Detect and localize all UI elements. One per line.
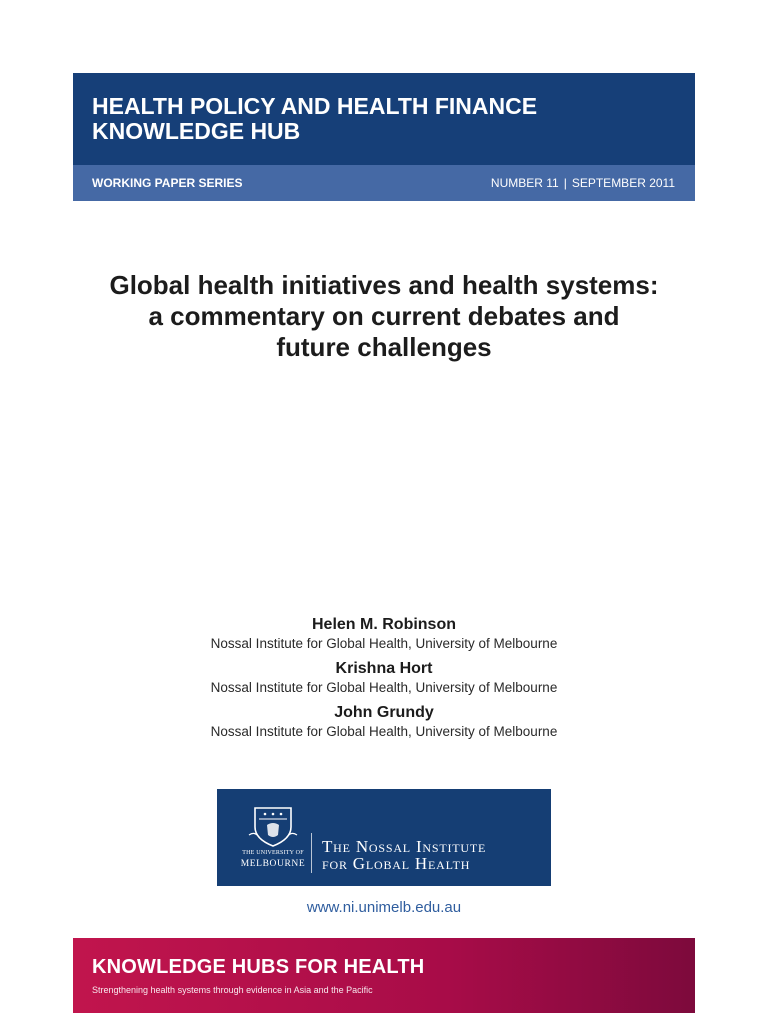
author-name: Helen M. Robinson — [312, 616, 456, 633]
university-small-text: THE UNIVERSITY OF — [242, 850, 304, 856]
header-band — [73, 73, 695, 165]
paper-title-line-1: Global health initiatives and health systems: — [109, 270, 659, 300]
author-affiliation: Nossal Institute for Global Health, University of Melbourne — [210, 636, 558, 651]
university-name: MELBOURNE — [240, 859, 306, 869]
series-bar — [73, 165, 695, 201]
hub-title-line-1: HEALTH POLICY AND HEALTH FINANCE — [92, 93, 538, 119]
footer-subtitle: Strengthening health systems through evidence in Asia and the Pacific — [92, 985, 373, 995]
issue-number: NUMBER 11 — [490, 176, 559, 190]
author-affiliation: Nossal Institute for Global Health, University of Melbourne — [210, 724, 558, 739]
author-name: John Grundy — [334, 704, 434, 721]
issue-separator: | — [563, 176, 567, 190]
issue-date: SEPTEMBER 2011 — [571, 176, 675, 190]
website-link[interactable]: www.ni.unimelb.edu.au — [306, 899, 462, 916]
author-name: Krishna Hort — [335, 660, 433, 677]
author-entry — [100, 703, 668, 741]
author-entry — [100, 615, 668, 653]
author-affiliation: Nossal Institute for Global Health, University of Melbourne — [210, 680, 558, 695]
nossal-name-line-1: The Nossal Institute — [322, 837, 487, 856]
university-crest-icon — [245, 805, 301, 849]
author-list — [100, 615, 668, 747]
author-entry — [100, 659, 668, 697]
footer-title: KNOWLEDGE HUBS FOR HEALTH — [92, 956, 425, 978]
knowledge-hub-title — [92, 94, 682, 144]
logo-divider — [311, 833, 312, 873]
nossal-name-line-2: for Global Health — [322, 854, 471, 873]
issue-info — [491, 176, 675, 190]
footer-band — [73, 938, 695, 1013]
paper-title-line-2: a commentary on current debates and — [148, 301, 620, 331]
paper-title — [40, 270, 728, 363]
series-label: WORKING PAPER SERIES — [92, 176, 243, 190]
paper-title-line-3: future challenges — [276, 332, 492, 362]
hub-title-line-2: KNOWLEDGE HUB — [92, 118, 301, 144]
nossal-institute-logo — [217, 789, 551, 886]
